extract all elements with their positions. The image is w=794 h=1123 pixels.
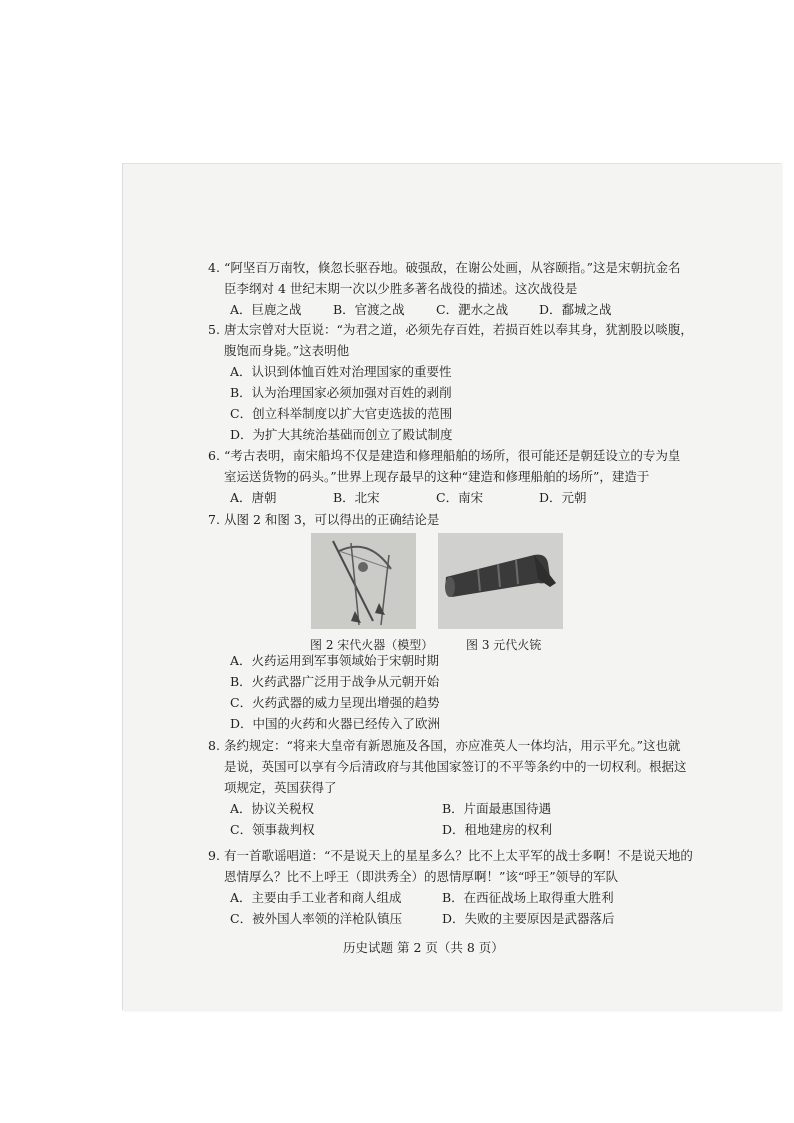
- question-stem-line: 有一首歌谣唱道：“不是说天上的星星多么？比不上太平军的战士多啊！不是说天地的: [224, 848, 693, 863]
- question-stem-line: 从图 2 和图 3，可以得出的正确结论是: [224, 512, 440, 527]
- option-b: B．认为治理国家必须加强对百姓的剥削: [230, 385, 452, 400]
- hand-cannon-icon: [438, 533, 563, 629]
- question-number: 4.: [208, 260, 220, 275]
- option-c: C．火药武器的威力呈现出增强的趋势: [230, 695, 440, 710]
- figure-2-caption: 图 2 宋代火器（模型）: [310, 638, 434, 652]
- question-9: [208, 845, 768, 929]
- option-c: C．淝水之战: [436, 302, 509, 317]
- crossbow-icon: [311, 533, 416, 629]
- question-stem-line: 恩情厚么？比不上呼王（即洪秀全）的恩情厚啊！”该“呼王”领导的军队: [224, 869, 619, 884]
- option-a: A．火药运用到军事领域始于宋朝时期: [230, 653, 440, 668]
- options-row: [208, 798, 768, 819]
- question-5: [208, 319, 768, 445]
- option-d: D．中国的火药和火器已经传入了欧洲: [230, 716, 441, 731]
- figure-2-image: [311, 533, 416, 629]
- option-a: A．协议关税权: [230, 801, 315, 816]
- question-stem-line: 是说，英国可以享有今后清政府与其他国家签订的不平等条约中的一切权利。根据这: [224, 759, 687, 774]
- question-stem-line: 项规定，英国获得了: [224, 780, 337, 795]
- option-d: D．鄱城之战: [539, 302, 612, 317]
- question-stem-line: 臣李纲对 4 世纪末期一次以少胜多著名战役的描述。这次战役是: [224, 281, 578, 296]
- question-number: 6.: [208, 448, 220, 463]
- option-a: A．唐朝: [230, 490, 277, 505]
- page-footer: 历史试题 第 2 页（共 8 页）: [343, 940, 504, 955]
- option-c: C．领事裁判权: [230, 822, 315, 837]
- options-row: [208, 299, 768, 320]
- question-7-options: [208, 650, 768, 734]
- question-4: [208, 257, 768, 320]
- question-number: 9.: [208, 848, 220, 863]
- question-number: 8.: [208, 738, 220, 753]
- question-stem-line: 条约规定：“将来大皇帝有新恩施及各国，亦应准英人一体均沾，用示平允。”这也就: [224, 738, 681, 753]
- option-a: A．主要由手工业者和商人组成: [230, 890, 402, 905]
- question-stem-line: 唐太宗曾对大臣说：“为君之道，必须先存百姓，若损百姓以奉其身，犹割股以啖腹，: [224, 322, 693, 337]
- question-stem-line: “考古表明，南宋船坞不仅是建造和修理船舶的场所，很可能还是朝廷设立的专为皇: [224, 448, 681, 463]
- option-d: D．租地建房的权利: [442, 822, 553, 837]
- options-row: [208, 908, 768, 929]
- option-b: B．片面最惠国待遇: [442, 801, 552, 816]
- option-a: A．认识到体恤百姓对治理国家的重要性: [230, 364, 452, 379]
- question-6: [208, 445, 768, 508]
- option-b: B．官渡之战: [333, 302, 405, 317]
- option-c: C．被外国人率领的洋枪队镇压: [230, 911, 403, 926]
- option-d: D．元朝: [539, 490, 587, 505]
- question-number: 5.: [208, 322, 220, 337]
- option-c: C．创立科举制度以扩大官吏选拔的范围: [230, 406, 453, 421]
- question-stem-line: 室运送货物的码头。”世界上现存最早的这种“建造和修理船舶的场所”，建造于: [224, 469, 650, 484]
- question-stem-line: “阿坚百万南牧，倏忽长驱吞地。破强敌，在谢公处画，从容颐指。”这是宋朝抗金名: [224, 260, 681, 275]
- option-d: D．为扩大其统治基础而创立了殿试制度: [230, 427, 453, 442]
- option-a: A．巨鹿之战: [230, 302, 302, 317]
- options-row: [208, 887, 768, 908]
- options-row: [208, 819, 768, 840]
- option-b: B．火药武器广泛用于战争从元朝开始: [230, 674, 440, 689]
- options-row: [208, 487, 768, 508]
- question-number: 7.: [208, 512, 220, 527]
- question-7: [208, 509, 768, 530]
- figure-3-image: [438, 533, 563, 629]
- question-stem-line: 腹饱而身毙。”这表明他: [224, 343, 350, 358]
- option-c: C．南宋: [436, 490, 484, 505]
- question-8: [208, 735, 768, 840]
- option-d: D．失败的主要原因是武器落后: [442, 911, 615, 926]
- option-b: B．在西征战场上取得重大胜利: [442, 890, 614, 905]
- option-b: B．北宋: [333, 490, 380, 505]
- figure-3-caption: 图 3 元代火铳: [466, 638, 542, 652]
